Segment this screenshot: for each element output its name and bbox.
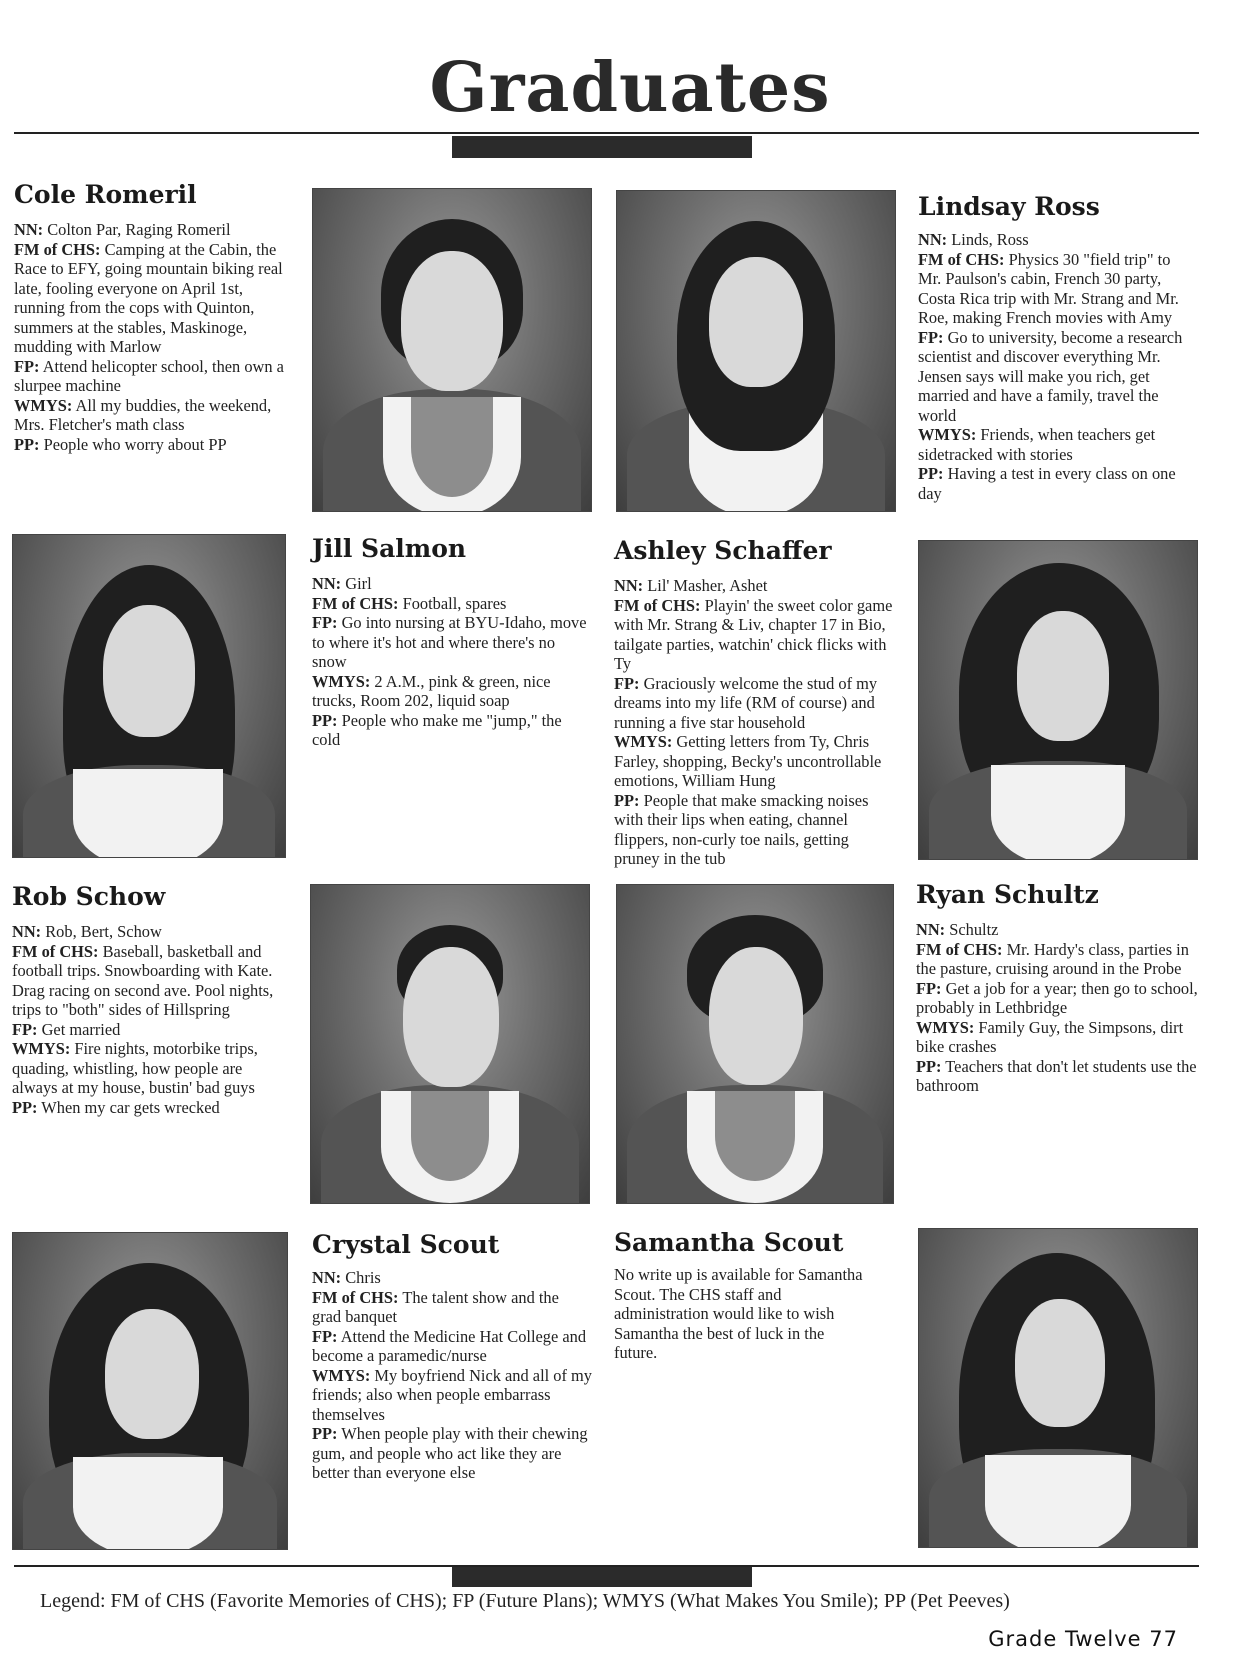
page-title: Graduates — [429, 48, 831, 128]
student-bio-cole-romeril: NN: Colton Par, Raging Romeril FM of CHS: Camping at the Cabin, the Race to EFY, going mountain biking real late, fooling everyone on April 1st, running from the cops with Quinton, summers at the stables, Maskinoge, mudding with Marlow FP: Attend helicopter school, then own a slurpee machine WMYS: All my buddies, the weekend, Mrs. Fletcher's math class PP: People who worry about PP — [14, 220, 284, 454]
student-name-ashley-schaffer: Ashley Schaffer — [614, 536, 832, 565]
portrait-photo-cole-romeril — [312, 188, 592, 512]
footer-bar — [452, 1567, 752, 1587]
student-name-samantha-scout: Samantha Scout — [614, 1228, 844, 1257]
student-bio-ashley-schaffer: NN: Lil' Masher, Ashet FM of CHS: Playin' the sweet color game with Mr. Strang & Liv, chapter 17 in Bio, tailgate parties, watchin' chick flicks with Ty FP: Graciously welcome the stud of my dreams into my life (RM of course) and running a five star household WMYS: Getting letters from Ty, Chris Farley, shopping, Becky's uncontrollable emotions, William Hung PP: People that make smacking noises with their lips when eating, channel flippers, non-curly toe nails, getting pruney in the tub — [614, 576, 893, 868]
portrait-photo-row4-left — [12, 1232, 288, 1550]
student-name-cole-romeril: Cole Romeril — [14, 180, 197, 209]
portrait-photo-jill-salmon — [12, 534, 286, 858]
page-footer: Grade Twelve 77 — [988, 1627, 1178, 1651]
portrait-photo-lindsay-ross — [918, 540, 1198, 860]
portrait-photo-rob-schow — [310, 884, 590, 1204]
student-bio-ryan-schultz: NN: Schultz FM of CHS: Mr. Hardy's class, parties in the pasture, cruising around in the Probe FP: Get a job for a year; then go to school, probably in Lethbridge WMYS: Family Guy, the Simpsons, dirt bike crashes PP: Teachers that don't let students use the bathroom — [916, 920, 1198, 1095]
portrait-photo-crystal-scout — [616, 884, 894, 1204]
student-bio-jill-salmon: NN: Girl FM of CHS: Football, spares FP: Go into nursing at BYU-Idaho, move to where it's hot and where there's no snow WMYS: 2 A.M., pink & green, nice trucks, Room 202, liquid soap PP: People who make me "jump," the cold — [312, 574, 587, 749]
student-name-lindsay-ross: Lindsay Ross — [918, 192, 1100, 221]
legend-text: Legend: FM of CHS (Favorite Memories of CHS); FP (Future Plans); WMYS (What Makes You Smile); PP (Pet Peeves) — [40, 1590, 1010, 1612]
header-rule — [14, 132, 1199, 134]
student-name-rob-schow: Rob Schow — [12, 882, 166, 911]
student-bio-lindsay-ross: NN: Linds, Ross FM of CHS: Physics 30 "field trip" to Mr. Paulson's cabin, French 30 party, Costa Rica trip with Mr. Strang and Mr. Roe, making French movies with Amy FP: Go to university, become a research scientist and discover everything Mr. Jensen says will make you rich, get married and have a family, travel the world WMYS: Friends, when teachers get sidetracked with stories PP: Having a test in every class on one day — [918, 230, 1183, 503]
student-note-samantha-scout: No write up is available for Samantha Scout. The CHS staff and administration would like to wish Samantha the best of luck in the future. — [614, 1265, 863, 1362]
student-name-crystal-scout: Crystal Scout — [312, 1230, 500, 1259]
header-bar — [452, 136, 752, 158]
student-bio-rob-schow: NN: Rob, Bert, Schow FM of CHS: Baseball, basketball and football trips. Snowboarding with Kate. Drag racing on second ave. Pool nights, trips to "both" sides of Hillspring FP: Get married WMYS: Fire nights, motorbike trips, quading, whistling, how people are always at my house, bustin' bad guys PP: When my car gets wrecked — [12, 922, 274, 1117]
portrait-photo-row4-right — [918, 1228, 1198, 1548]
student-name-jill-salmon: Jill Salmon — [312, 534, 467, 563]
student-bio-crystal-scout: NN: Chris FM of CHS: The talent show and the grad banquet FP: Attend the Medicine Hat College and become a paramedic/nurse WMYS: My boyfriend Nick and all of my friends; also when people embarrass themselves PP: When people play with their chewing gum, and people who act like they are better than everyone else — [312, 1268, 592, 1482]
student-name-ryan-schultz: Ryan Schultz — [916, 880, 1099, 909]
portrait-photo-ashley-schaffer — [616, 190, 896, 512]
